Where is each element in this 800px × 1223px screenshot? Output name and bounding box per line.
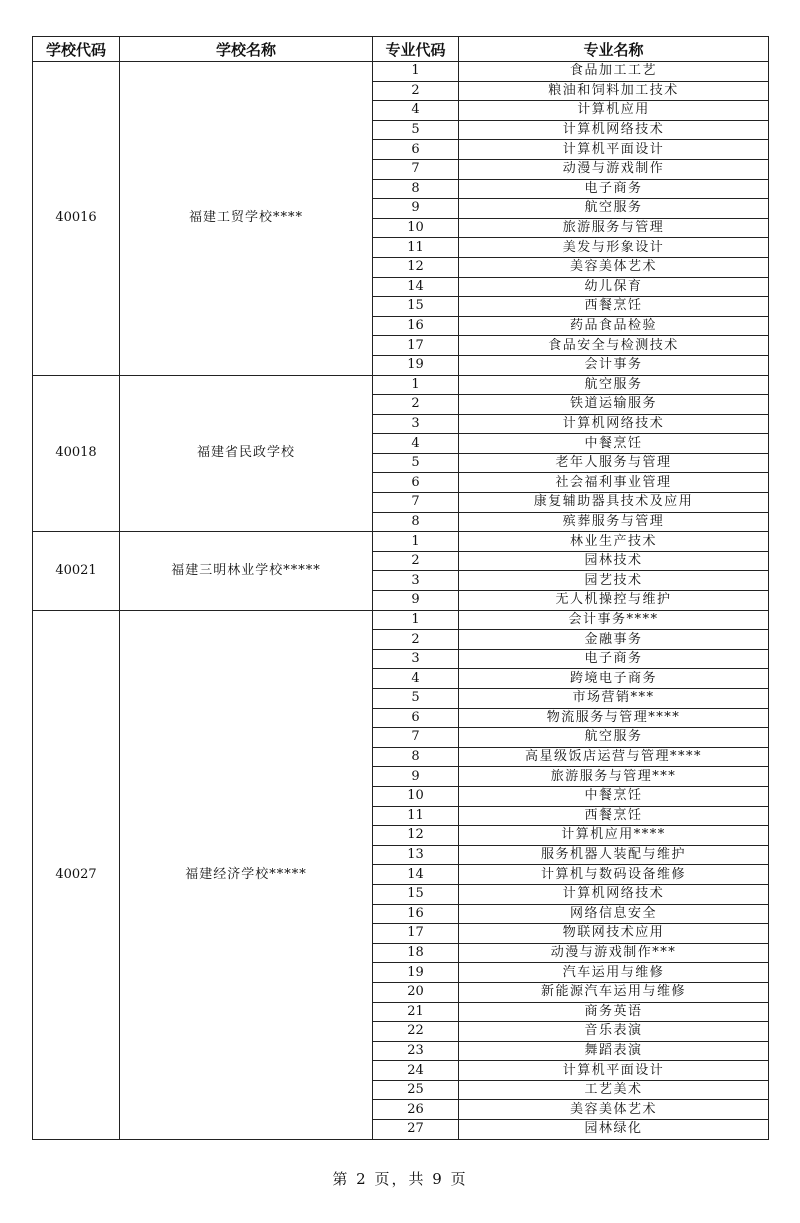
major-name-cell: 药品食品检验 xyxy=(459,316,769,336)
header-school-name: 学校名称 xyxy=(120,37,373,62)
major-code-cell: 8 xyxy=(373,179,459,199)
major-code-cell: 11 xyxy=(373,806,459,826)
major-code-cell: 10 xyxy=(373,218,459,238)
major-code-cell: 7 xyxy=(373,159,459,179)
major-code-cell: 1 xyxy=(373,62,459,82)
major-name-cell: 跨境电子商务 xyxy=(459,669,769,689)
header-school-code: 学校代码 xyxy=(33,37,120,62)
major-name-cell: 航空服务 xyxy=(459,728,769,748)
major-code-cell: 12 xyxy=(373,826,459,846)
major-name-cell: 电子商务 xyxy=(459,649,769,669)
major-name-cell: 计算机与数码设备维修 xyxy=(459,865,769,885)
major-name-cell: 无人机操控与维护 xyxy=(459,591,769,611)
major-code-cell: 6 xyxy=(373,140,459,160)
major-name-cell: 新能源汽车运用与维修 xyxy=(459,982,769,1002)
table-row xyxy=(33,375,769,395)
major-code-cell: 17 xyxy=(373,924,459,944)
major-name-cell: 旅游服务与管理*** xyxy=(459,767,769,787)
major-code-cell: 9 xyxy=(373,591,459,611)
major-code-cell: 5 xyxy=(373,120,459,140)
major-code-cell: 5 xyxy=(373,689,459,709)
school-code-cell: 40027 xyxy=(33,610,120,1139)
major-name-cell: 动漫与游戏制作*** xyxy=(459,943,769,963)
major-name-cell: 园艺技术 xyxy=(459,571,769,591)
major-name-cell: 航空服务 xyxy=(459,199,769,219)
major-name-cell: 园林绿化 xyxy=(459,1120,769,1140)
major-code-cell: 13 xyxy=(373,845,459,865)
major-code-cell: 3 xyxy=(373,414,459,434)
major-code-cell: 15 xyxy=(373,297,459,317)
table-body xyxy=(33,62,769,1140)
major-name-cell: 计算机网络技术 xyxy=(459,414,769,434)
major-name-cell: 计算机网络技术 xyxy=(459,120,769,140)
major-name-cell: 铁道运输服务 xyxy=(459,395,769,415)
major-code-cell: 15 xyxy=(373,884,459,904)
major-code-cell: 25 xyxy=(373,1080,459,1100)
major-code-cell: 1 xyxy=(373,610,459,630)
major-name-cell: 中餐烹饪 xyxy=(459,434,769,454)
major-name-cell: 物联网技术应用 xyxy=(459,924,769,944)
major-name-cell: 林业生产技术 xyxy=(459,532,769,552)
major-code-cell: 1 xyxy=(373,375,459,395)
major-code-cell: 24 xyxy=(373,1061,459,1081)
major-name-cell: 计算机平面设计 xyxy=(459,1061,769,1081)
major-code-cell: 3 xyxy=(373,571,459,591)
major-name-cell: 老年人服务与管理 xyxy=(459,453,769,473)
major-name-cell: 康复辅助器具技术及应用 xyxy=(459,493,769,513)
page-number: 第 2 页，共 9 页 xyxy=(332,1170,468,1188)
major-name-cell: 计算机应用**** xyxy=(459,826,769,846)
major-code-cell: 3 xyxy=(373,649,459,669)
major-name-cell: 幼儿保育 xyxy=(459,277,769,297)
major-code-cell: 2 xyxy=(373,395,459,415)
major-code-cell: 9 xyxy=(373,767,459,787)
major-name-cell: 旅游服务与管理 xyxy=(459,218,769,238)
major-name-cell: 市场营销*** xyxy=(459,689,769,709)
header-row xyxy=(33,37,769,62)
major-code-cell: 2 xyxy=(373,81,459,101)
major-code-cell: 16 xyxy=(373,904,459,924)
major-name-cell: 计算机应用 xyxy=(459,101,769,121)
major-name-cell: 工艺美术 xyxy=(459,1080,769,1100)
major-code-cell: 9 xyxy=(373,199,459,219)
school-name-cell: 福建三明林业学校***** xyxy=(120,532,373,610)
major-name-cell: 西餐烹饪 xyxy=(459,806,769,826)
major-code-cell: 4 xyxy=(373,434,459,454)
major-name-cell: 动漫与游戏制作 xyxy=(459,159,769,179)
major-code-cell: 22 xyxy=(373,1022,459,1042)
major-name-cell: 高星级饭店运营与管理**** xyxy=(459,747,769,767)
major-code-cell: 10 xyxy=(373,786,459,806)
major-name-cell: 网络信息安全 xyxy=(459,904,769,924)
major-name-cell: 电子商务 xyxy=(459,179,769,199)
major-code-cell: 8 xyxy=(373,512,459,532)
major-code-cell: 7 xyxy=(373,728,459,748)
major-code-cell: 21 xyxy=(373,1002,459,1022)
major-name-cell: 美发与形象设计 xyxy=(459,238,769,258)
major-name-cell: 社会福利事业管理 xyxy=(459,473,769,493)
major-name-cell: 物流服务与管理**** xyxy=(459,708,769,728)
major-code-cell: 14 xyxy=(373,277,459,297)
major-name-cell: 西餐烹饪 xyxy=(459,297,769,317)
major-name-cell: 音乐表演 xyxy=(459,1022,769,1042)
major-name-cell: 粮油和饲料加工技术 xyxy=(459,81,769,101)
major-code-cell: 12 xyxy=(373,257,459,277)
major-name-cell: 中餐烹饪 xyxy=(459,786,769,806)
major-code-cell: 2 xyxy=(373,551,459,571)
major-name-cell: 计算机平面设计 xyxy=(459,140,769,160)
school-code-cell: 40018 xyxy=(33,375,120,532)
major-code-cell: 18 xyxy=(373,943,459,963)
major-code-cell: 26 xyxy=(373,1100,459,1120)
major-code-cell: 8 xyxy=(373,747,459,767)
major-name-cell: 金融事务 xyxy=(459,630,769,650)
major-name-cell: 殡葬服务与管理 xyxy=(459,512,769,532)
major-code-cell: 19 xyxy=(373,963,459,983)
major-name-cell: 食品安全与检测技术 xyxy=(459,336,769,356)
major-table xyxy=(32,36,769,1140)
major-code-cell: 27 xyxy=(373,1120,459,1140)
major-code-cell: 5 xyxy=(373,453,459,473)
major-name-cell: 会计事务**** xyxy=(459,610,769,630)
major-code-cell: 16 xyxy=(373,316,459,336)
header-major-code: 专业代码 xyxy=(373,37,459,62)
major-code-cell: 6 xyxy=(373,473,459,493)
major-name-cell: 航空服务 xyxy=(459,375,769,395)
school-name-cell: 福建省民政学校 xyxy=(120,375,373,532)
major-code-cell: 1 xyxy=(373,532,459,552)
header-major-name: 专业名称 xyxy=(459,37,769,62)
major-code-cell: 2 xyxy=(373,630,459,650)
school-code-cell: 40016 xyxy=(33,62,120,376)
major-name-cell: 汽车运用与维修 xyxy=(459,963,769,983)
school-code-cell: 40021 xyxy=(33,532,120,610)
major-name-cell: 美容美体艺术 xyxy=(459,1100,769,1120)
major-code-cell: 4 xyxy=(373,101,459,121)
school-name-cell: 福建工贸学校**** xyxy=(120,62,373,376)
major-code-cell: 4 xyxy=(373,669,459,689)
major-code-cell: 19 xyxy=(373,355,459,375)
major-code-cell: 7 xyxy=(373,493,459,513)
major-name-cell: 计算机网络技术 xyxy=(459,884,769,904)
major-code-cell: 6 xyxy=(373,708,459,728)
major-name-cell: 服务机器人装配与维护 xyxy=(459,845,769,865)
major-name-cell: 会计事务 xyxy=(459,355,769,375)
major-code-cell: 11 xyxy=(373,238,459,258)
major-code-cell: 20 xyxy=(373,982,459,1002)
major-name-cell: 舞蹈表演 xyxy=(459,1041,769,1061)
major-name-cell: 商务英语 xyxy=(459,1002,769,1022)
table-row xyxy=(33,610,769,630)
table-row xyxy=(33,532,769,552)
major-name-cell: 食品加工工艺 xyxy=(459,62,769,82)
major-name-cell: 园林技术 xyxy=(459,551,769,571)
major-code-cell: 23 xyxy=(373,1041,459,1061)
school-name-cell: 福建经济学校***** xyxy=(120,610,373,1139)
major-code-cell: 14 xyxy=(373,865,459,885)
major-code-cell: 17 xyxy=(373,336,459,356)
major-name-cell: 美容美体艺术 xyxy=(459,257,769,277)
table-row xyxy=(33,62,769,82)
